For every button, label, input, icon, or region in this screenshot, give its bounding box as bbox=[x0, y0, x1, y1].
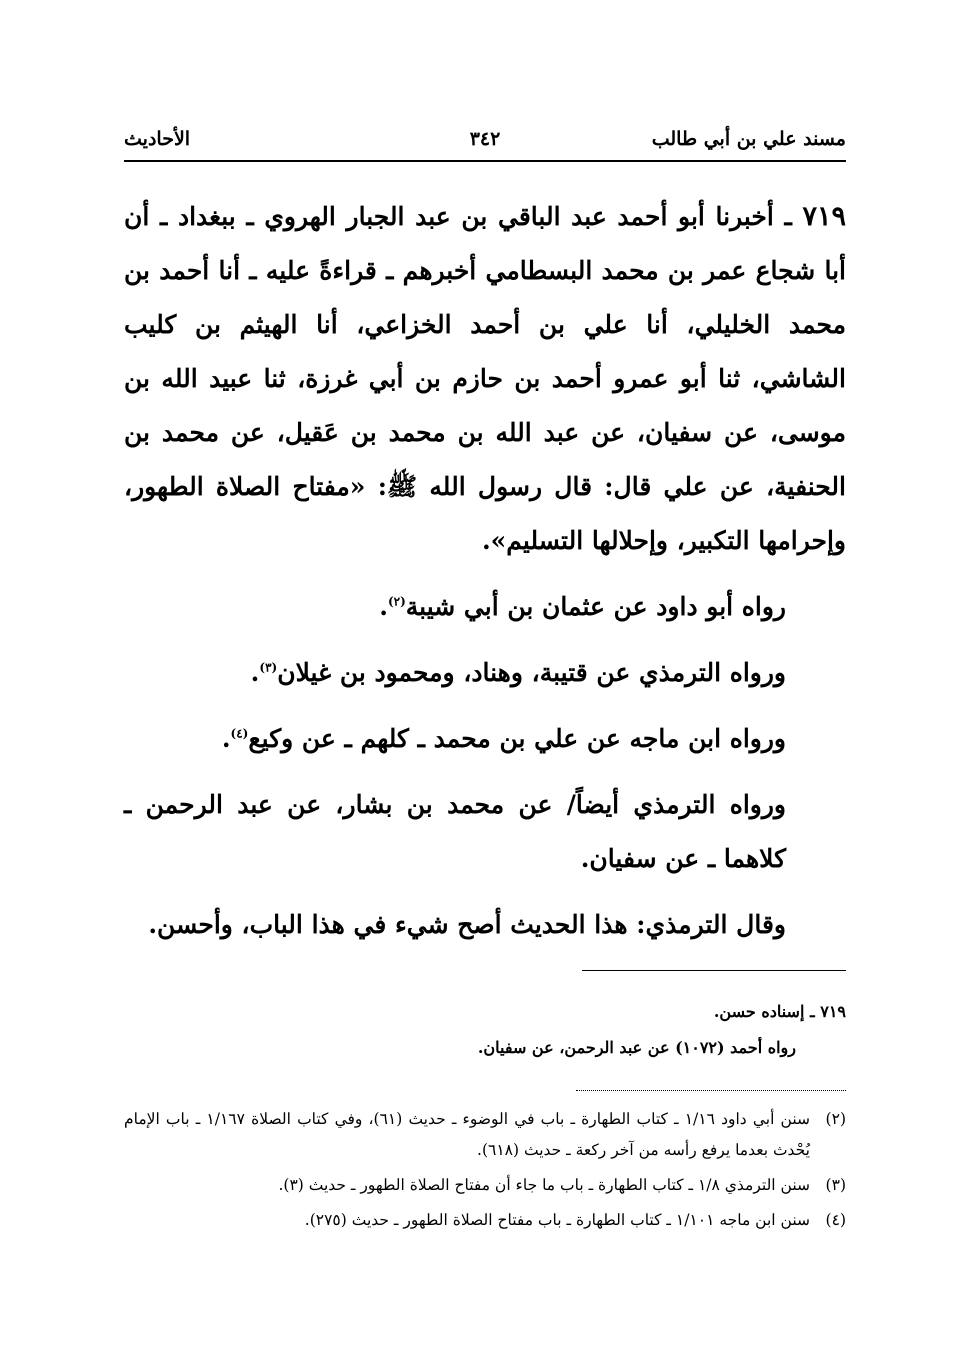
section-title: الأحاديث bbox=[124, 128, 191, 150]
footnote-separator-dotted bbox=[576, 1090, 846, 1091]
header-rule bbox=[124, 160, 846, 162]
footnote-separator bbox=[582, 970, 846, 971]
footnote-ref: (٢) bbox=[387, 594, 406, 609]
footnote-ref: (٤) bbox=[230, 726, 249, 741]
hadith-paragraph bbox=[124, 190, 846, 568]
footnote-text: سنن الترمذي ١/٨ ـ كتاب الطهارة ـ باب ما جاء أن مفتاح الصلاة الطهور ـ حديث (٣). bbox=[278, 1176, 810, 1194]
narration-end: . bbox=[250, 658, 260, 687]
footnote-text: سنن ابن ماجه ١/١٠١ ـ كتاب الطهارة ـ باب مفتاح الصلاة الطهور ـ حديث (٢٧٥). bbox=[304, 1211, 810, 1229]
main-text bbox=[124, 190, 846, 952]
takhrij-line: رواه أحمد (١٠٧٢) عن عبد الرحمن، عن سفيان. bbox=[477, 1038, 796, 1057]
narration-tirmidhi-2: ورواه الترمذي أيضاً/ عن محمد بن بشار، عن عبد الرحمن ـ كلاهما ـ عن سفيان. bbox=[124, 790, 786, 873]
takhrij-note bbox=[124, 994, 846, 1066]
footnote-2 bbox=[124, 1104, 846, 1166]
narration-text: رواه أبو داود عن عثمان بن أبي شيبة bbox=[405, 592, 786, 621]
footnotes bbox=[124, 1104, 846, 1240]
narration-text: ورواه ابن ماجه عن علي بن محمد ـ كلهم ـ عن وكيع bbox=[248, 724, 786, 753]
tirmidhi-comment: وقال الترمذي: هذا الحديث أصح شيء في هذا الباب، وأحسن. bbox=[148, 910, 786, 939]
narration-end: . bbox=[379, 592, 388, 621]
narration-end: . bbox=[221, 724, 231, 753]
hadith-number: ٧١٩ bbox=[802, 201, 846, 232]
footnote-number: (٢) bbox=[825, 1110, 846, 1128]
page-header bbox=[124, 128, 846, 158]
narration-ibn-majah bbox=[124, 712, 846, 766]
narration-abu-dawud bbox=[124, 580, 846, 634]
footnote-4 bbox=[124, 1205, 846, 1236]
hadith-matn: «مفتاح الصلاة الطهور، وإحرامها التكبير، وإحلالها التسليم». bbox=[124, 472, 846, 555]
footnote-text: سنن أبي داود ١/١٦ ـ كتاب الطهارة ـ باب في الوضوء ـ حديث (٦١)، وفي كتاب الصلاة ١/١٦٧ ـ باب الإمام يُحْدث بعدما يرفع رأسه من آخر ركعة ـ حديث (٦١٨). bbox=[124, 1110, 810, 1159]
footnote-3 bbox=[124, 1170, 846, 1201]
page-number: ٣٤٢ bbox=[469, 128, 501, 150]
footnote-ref: (٣) bbox=[259, 660, 278, 675]
narration-text: ورواه الترمذي عن قتيبة، وهناد، ومحمود بن غيلان bbox=[277, 658, 786, 687]
takhrij-line: ٧١٩ ـ إسناده حسن. bbox=[713, 1002, 846, 1021]
book-title: مسند علي بن أبي طالب bbox=[651, 128, 846, 150]
footnote-number: (٤) bbox=[825, 1211, 846, 1229]
hadith-chain: ـ أخبرنا أبو أحمد عبد الباقي بن عبد الجبار الهروي ـ ببغداد ـ أن أبا شجاع عمر بن محمد البسطامي أخبرهم ـ قراءةً عليه ـ أنا أحمد بن محمد الخليلي، أنا علي بن أحمد الخزاعي، أنا الهيثم بن كليب الشاشي، ثنا أبو عمرو أحمد بن حازم بن أبي غرزة، ثنا عبيد الله بن موسى، عن سفيان، عن عبد الله بن محمد بن عَقيل، عن محمد بن الحنفية، عن علي قال: قال رسول الله ﷺ: bbox=[124, 202, 846, 501]
footnote-number: (٣) bbox=[825, 1176, 846, 1194]
narration-tirmidhi bbox=[124, 646, 846, 700]
